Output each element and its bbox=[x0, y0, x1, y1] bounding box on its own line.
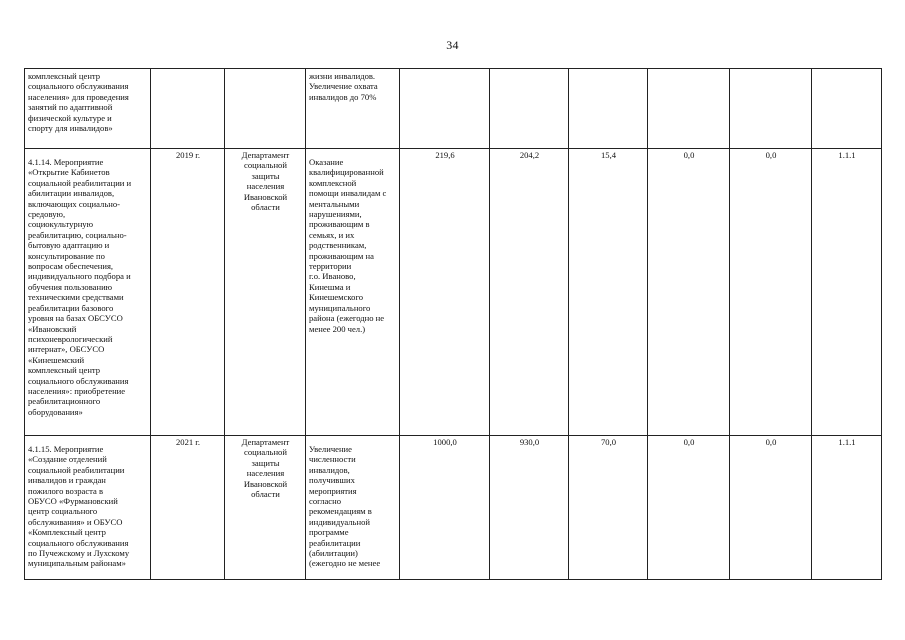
result-cell: Увеличение численности инвалидов, получивших мероприятия согласно рекомендациям в индивидуальной программе реабилитации (абилитации) (ежегодно не менее bbox=[306, 436, 400, 580]
table-row bbox=[25, 149, 882, 436]
code-cell bbox=[812, 69, 882, 149]
executor-cell bbox=[225, 69, 306, 149]
value-cell-3 bbox=[648, 69, 730, 149]
value-cell-4: 0,0 bbox=[730, 436, 812, 580]
table-row bbox=[25, 69, 882, 149]
activity-name-cell: комплексный центр социального обслуживания населения» для проведения занятий по адаптивной физической культуре и спорту для инвалидов» bbox=[25, 69, 151, 149]
page-number: 34 bbox=[446, 38, 459, 52]
value-cell-4: 0,0 bbox=[730, 149, 812, 436]
activity-name-cell: 4.1.14. Мероприятие «Открытие Кабинетов социальной реабилитации и абилитации инвалидов, включающих социально- средовую, социокультурную реабилитацию, социально- бытовую адаптацию и консультирование по вопросам обеспечения, индивидуального подбора и обучения пользованию техническими средствами реабилитации базового уровня на базах ОБСУСО «Ивановский психоневрологический интернат», ОБСУСО «Кинешемский комплексный центр социального обслуживания населения»: приобретение реабилитационного оборудования» bbox=[25, 149, 151, 436]
value-cell-1: 204,2 bbox=[490, 149, 569, 436]
value-cell-3: 0,0 bbox=[648, 436, 730, 580]
code-cell: 1.1.1 bbox=[812, 149, 882, 436]
value-cell-1 bbox=[490, 69, 569, 149]
total-cell: 219,6 bbox=[400, 149, 490, 436]
result-cell: Оказание квалифицированной комплексной помощи инвалидам с ментальными нарушениями, проживающим в семьях, и их родственникам, проживающим на территории г.о. Иваново, Кинешма и Кинешемского муниципального района (ежегодно не менее 200 чел.) bbox=[306, 149, 400, 436]
table-row bbox=[25, 436, 882, 580]
value-cell-4 bbox=[730, 69, 812, 149]
executor-cell: Департамент социальной защиты населения Ивановской области bbox=[225, 149, 306, 436]
result-cell: жизни инвалидов. Увеличение охвата инвалидов до 70% bbox=[306, 69, 400, 149]
value-cell-1: 930,0 bbox=[490, 436, 569, 580]
year-cell bbox=[151, 69, 225, 149]
year-cell: 2019 г. bbox=[151, 149, 225, 436]
value-cell-2: 70,0 bbox=[569, 436, 648, 580]
year-cell: 2021 г. bbox=[151, 436, 225, 580]
total-cell bbox=[400, 69, 490, 149]
executor-cell: Департамент социальной защиты населения Ивановской области bbox=[225, 436, 306, 580]
total-cell: 1000,0 bbox=[400, 436, 490, 580]
code-cell: 1.1.1 bbox=[812, 436, 882, 580]
program-activities-table bbox=[24, 68, 882, 580]
value-cell-2: 15,4 bbox=[569, 149, 648, 436]
activity-name-cell: 4.1.15. Мероприятие «Создание отделений социальной реабилитации инвалидов и граждан пожилого возраста в ОБУСО «Фурмановский центр социального обслуживания» и ОБУСО «Комплексный центр социального обслуживания по Пучежскому и Лухскому муниципальным районам» bbox=[25, 436, 151, 580]
value-cell-3: 0,0 bbox=[648, 149, 730, 436]
value-cell-2 bbox=[569, 69, 648, 149]
